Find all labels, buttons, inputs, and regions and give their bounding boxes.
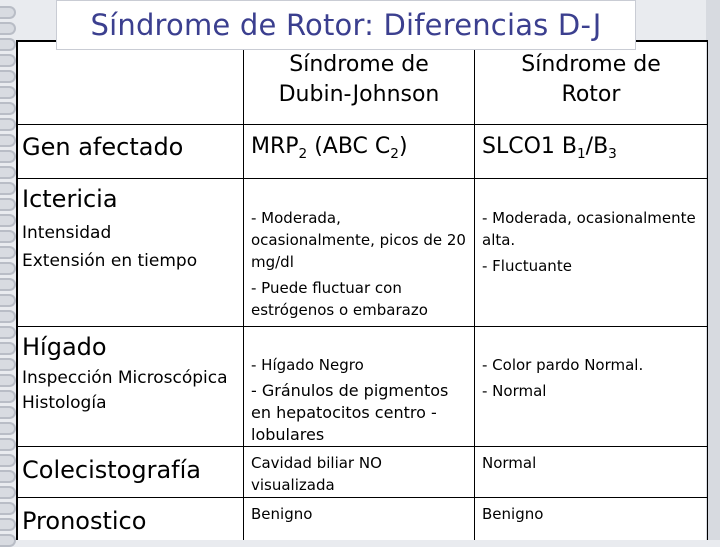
binding-ring	[0, 486, 16, 499]
gen-dj-text-a: MRP	[251, 134, 299, 159]
ictericia-rotor-line1: - Moderada, ocasionalmente alta.	[482, 209, 696, 249]
ictericia-rotor-line2: - Fluctuante	[482, 257, 572, 275]
binding-ring	[0, 198, 16, 211]
row-label-colecistografia: Colecistografía	[22, 456, 201, 484]
higado-sub-histologia: Histología	[22, 393, 107, 413]
binding-ring	[0, 86, 16, 99]
row-label-pronostico: Pronostico	[22, 507, 147, 535]
binding-ring	[0, 118, 16, 131]
row-divider	[16, 124, 708, 125]
cell-pronostico-dubin-johnson: Benigno	[251, 505, 313, 523]
row-label-higado	[22, 332, 228, 416]
higado-dj-line2: - Gránulos de pigmentos en hepatocitos centro - lobulares	[251, 381, 449, 444]
cell-colecisto-rotor: Normal	[482, 454, 537, 472]
ictericia-title: Ictericia	[22, 185, 118, 213]
binding-ring	[0, 502, 16, 515]
higado-rotor-line1: - Color pardo Normal.	[482, 356, 644, 374]
header-dubin-johnson-line1: Síndrome de	[289, 52, 429, 77]
binding-ring	[0, 390, 16, 403]
row-divider	[16, 446, 708, 447]
gen-rotor-sub-a: 1	[576, 145, 586, 162]
binding-ring	[0, 534, 16, 547]
spiral-binding	[0, 0, 16, 540]
binding-ring	[0, 454, 16, 467]
higado-sub-inspeccion: Inspección Microscópica	[22, 368, 228, 388]
cell-higado-dubin-johnson	[251, 354, 461, 446]
row-divider	[16, 497, 708, 498]
higado-dj-line1: - Hígado Negro	[251, 356, 364, 374]
binding-ring	[0, 182, 16, 195]
binding-ring	[0, 518, 16, 531]
cell-ictericia-dubin-johnson	[251, 207, 469, 321]
ictericia-sub-intensidad: Intensidad	[22, 223, 112, 243]
binding-ring	[0, 22, 16, 35]
header-rotor-line2: Rotor	[561, 82, 621, 107]
binding-ring	[0, 278, 16, 291]
cell-gen-rotor	[482, 132, 617, 162]
ictericia-dj-line2: - Puede fluctuar con estrógenos o embarazo	[251, 279, 428, 319]
gen-rotor-text-a: SLCO1 B	[482, 134, 577, 159]
binding-ring	[0, 406, 16, 419]
row-divider	[16, 178, 708, 179]
binding-ring	[0, 326, 16, 339]
binding-ring	[0, 342, 16, 355]
binding-ring	[0, 374, 16, 387]
header-dubin-johnson-line2: Dubin-Johnson	[278, 82, 440, 107]
row-label-ictericia	[22, 184, 197, 274]
column-divider	[474, 40, 475, 540]
slide-title-text: Síndrome de Rotor: Diferencias D-J	[90, 8, 602, 42]
binding-ring	[0, 246, 16, 259]
ictericia-sub-extension: Extensión en tiempo	[22, 251, 198, 271]
binding-ring	[0, 422, 16, 435]
binding-ring	[0, 134, 16, 147]
ictericia-dj-line1: - Moderada, ocasionalmente, picos de 20 mg/dl	[251, 209, 466, 271]
gen-dj-text-b: (ABC C	[307, 134, 391, 159]
header-dubin-johnson	[244, 50, 474, 110]
binding-ring	[0, 310, 16, 323]
row-label-gen: Gen afectado	[22, 133, 184, 161]
higado-title: Hígado	[22, 333, 107, 361]
gen-rotor-sub-b: 3	[608, 145, 617, 162]
binding-ring	[0, 214, 16, 227]
column-divider	[707, 40, 708, 540]
row-divider	[16, 326, 708, 327]
binding-ring	[0, 358, 16, 371]
higado-rotor-line2: - Normal	[482, 382, 547, 400]
binding-ring	[0, 102, 16, 115]
slide-title	[56, 0, 636, 50]
cell-pronostico-rotor: Benigno	[482, 505, 544, 523]
binding-ring	[0, 294, 16, 307]
cell-higado-rotor	[482, 354, 700, 402]
header-rotor	[475, 50, 707, 110]
binding-ring	[0, 70, 16, 83]
gen-rotor-text-b: /B	[585, 134, 609, 159]
gen-dj-text-c: )	[398, 134, 408, 159]
binding-ring	[0, 38, 16, 51]
column-divider	[243, 40, 244, 540]
binding-ring	[0, 230, 16, 243]
gen-dj-sub-b: 2	[390, 145, 399, 162]
binding-ring	[0, 470, 16, 483]
binding-ring	[0, 166, 16, 179]
cell-gen-dubin-johnson	[251, 132, 408, 162]
slide-right-border	[706, 0, 720, 540]
cell-colecisto-dubin-johnson: Cavidad biliar NO visualizada	[251, 454, 382, 494]
binding-ring	[0, 6, 16, 19]
header-rotor-line1: Síndrome de	[521, 52, 661, 77]
binding-ring	[0, 438, 16, 451]
binding-ring	[0, 262, 16, 275]
binding-ring	[0, 54, 16, 67]
gen-dj-sub-a: 2	[298, 145, 308, 162]
cell-ictericia-rotor	[482, 207, 700, 277]
binding-ring	[0, 150, 16, 163]
